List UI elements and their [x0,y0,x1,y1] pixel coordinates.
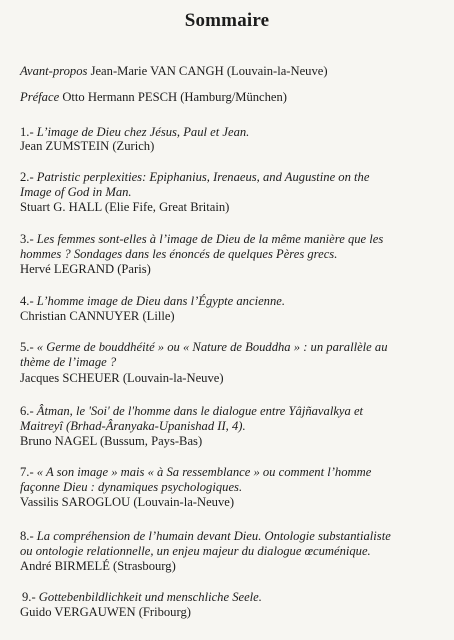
entry-3-title-line-2: hommes ? Sondages dans les énoncés de quelques Pères grecs. [20,247,338,261]
entry-title: Âtman, le 'Soi' de l'homme dans le dialogue entre Yâjñavalkya et [36,404,364,418]
entry-title: L’homme image de Dieu dans l’Égypte ancienne. [36,294,285,308]
avant-propos-author: Jean-Marie VAN CANGH (Louvain-la-Neuve) [90,64,328,78]
avant-propos-line [20,64,440,79]
preface-author: Otto Hermann PESCH (Hamburg/München) [62,90,288,104]
entry-title: La compréhension de l’humain devant Dieu. Ontologie substantialiste [36,529,391,543]
avant-propos-label: Avant-propos [20,64,88,78]
entry-6-author: Bruno NAGEL (Bussum, Pays-Bas) [20,434,203,448]
entry-3-author: Hervé LEGRAND (Paris) [20,262,151,276]
preface-label: Préface [20,90,60,104]
entry-1-author: Jean ZUMSTEIN (Zurich) [20,139,155,153]
entry-8-title-line-1 [20,529,440,544]
entry-title: Patristic perplexities: Epiphanius, Irenaeus, and Augustine on the [36,170,370,184]
entry-number: 6.- [20,404,34,418]
entry-number: 7.- [20,465,34,479]
entry-title: Gottebenbildlichkeit und menschliche Seele. [38,590,262,604]
entry-number: 5.- [20,340,34,354]
entry-9-title-line-1 [22,590,442,605]
preface-line [20,90,440,105]
entry-4-title-line-1 [20,294,440,309]
entry-7-title-line-2: façonne Dieu : dynamiques psychologiques. [20,480,243,494]
entry-2-author: Stuart G. HALL (Elie Fife, Great Britain) [20,200,230,214]
entry-number: 3.- [20,232,34,246]
entry-title: L’image de Dieu chez Jésus, Paul et Jean. [36,125,250,139]
page-title: Sommaire [184,10,270,31]
entry-5-title-line-1 [20,340,440,355]
entry-8-author: André BIRMELÉ (Strasbourg) [20,559,176,573]
entry-6-title-line-1 [20,404,440,419]
entry-7-title-line-1 [20,465,440,480]
entry-4-author: Christian CANNUYER (Lille) [20,309,175,323]
entry-title: Les femmes sont-elles à l’image de Dieu de la même manière que les [36,232,384,246]
entry-3-title-line-1 [20,232,440,247]
entry-number: 9.- [22,590,36,604]
entry-7-author: Vassilis SAROGLOU (Louvain-la-Neuve) [20,495,235,509]
entry-title: « A son image » mais « à Sa ressemblance » ou comment l’homme [36,465,372,479]
entry-number: 1.- [20,125,34,139]
entry-5-author: Jacques SCHEUER (Louvain-la-Neuve) [20,371,224,385]
entry-number: 4.- [20,294,34,308]
entry-2-title-line-2: Image of God in Man. [20,185,132,199]
entry-title: « Germe de bouddhéité » ou « Nature de Bouddha » : un parallèle au [36,340,388,354]
entry-2-title-line-1 [20,170,440,185]
entry-9-author: Guido VERGAUWEN (Fribourg) [20,605,191,619]
entry-1-title-line-1 [20,125,440,140]
entry-5-title-line-2: thème de l’image ? [20,355,117,369]
entry-6-title-line-2: Maitreyî (Brhad-Âranyaka-Upanishad II, 4). [20,419,246,433]
entry-8-title-line-2: ou ontologie relationnelle, un enjeu majeur du dialogue œcuménique. [20,544,371,558]
entry-number: 2.- [20,170,34,184]
entry-number: 8.- [20,529,34,543]
